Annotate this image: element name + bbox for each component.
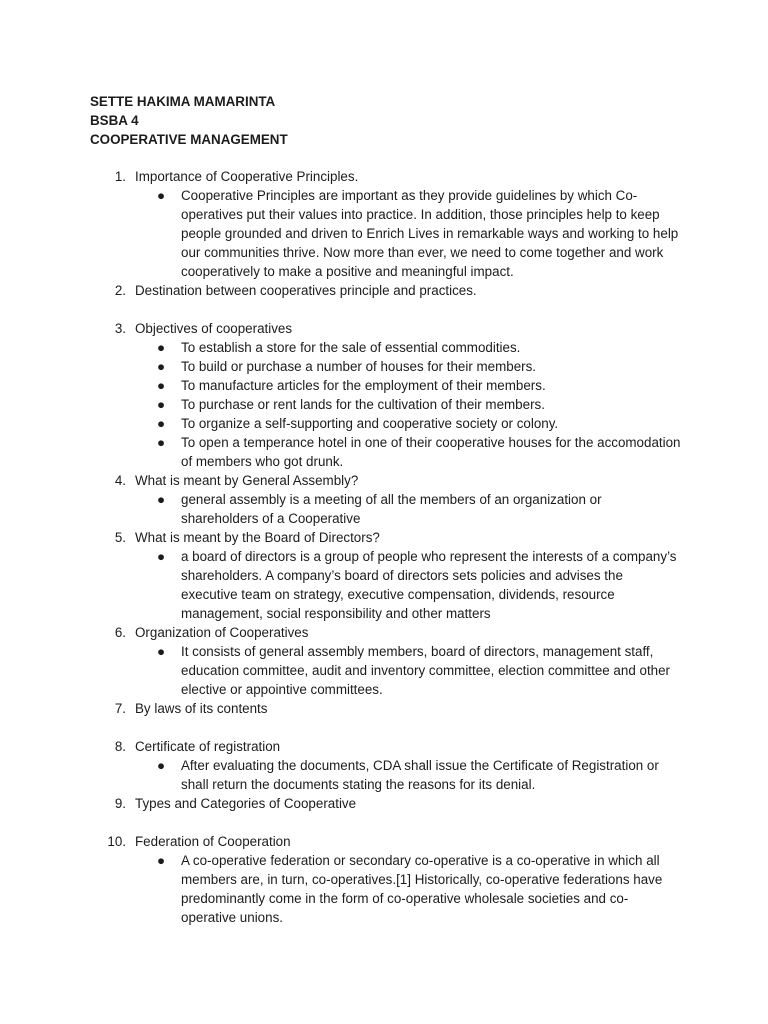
bullet-list [0,756,768,794]
bullet-dot-icon: ● [157,549,166,564]
list-item-number: 9. [114,796,126,811]
subject-line: COOPERATIVE MANAGEMENT [90,132,288,147]
bullet-text: A co-operative federation or secondary co-operative is a co-operative in which all members are, in turn, co-operatives.[1] Historically, co-operative federations have predominantly come in the form of co-operative wholesale societies and co-operative unions. [181,853,663,925]
list-item-title: What is meant by the Board of Directors? [135,530,380,545]
list-item-number: 7. [114,701,126,716]
list-item-number: 1. [114,169,126,184]
list-item [0,699,768,718]
list-item-title: Certificate of registration [135,739,281,754]
list-item-number: 10. [107,834,126,849]
bullet-text: To build or purchase a number of houses for their members. [181,359,537,374]
bullet-text: After evaluating the documents, CDA shall issue the Certificate of Registration or shall return the documents stating the reasons for its denial. [181,758,659,792]
bullet-item [157,851,681,927]
bullet-list [0,851,768,927]
bullet-dot-icon: ● [157,492,166,507]
list-item-number: 4. [114,473,126,488]
blank-line [0,813,768,832]
bullet-item [157,547,681,623]
list-item-title: What is meant by General Assembly? [135,473,359,488]
list-item [0,794,768,813]
bullet-item [157,376,681,395]
bullet-dot-icon: ● [157,359,166,374]
list-item-title: Importance of Cooperative Principles. [135,169,359,184]
bullet-item [157,357,681,376]
list-item [0,167,768,281]
bullet-dot-icon: ● [157,644,166,659]
list-item-title: By laws of its contents [135,701,268,716]
bullet-item [157,338,681,357]
bullet-item [157,756,681,794]
bullet-text: To manufacture articles for the employment of their members. [181,378,546,393]
bullet-text: general assembly is a meeting of all the members of an organization or shareholders of a Cooperative [181,492,602,526]
list-item [0,528,768,623]
list-item-number: 8. [114,739,126,754]
bullet-dot-icon: ● [157,853,166,868]
document-header [90,92,288,149]
bullet-text: To organize a self-supporting and cooperative society or colony. [181,416,559,431]
bullet-item [157,395,681,414]
list-item [0,832,768,927]
bullet-dot-icon: ● [157,416,166,431]
bullet-text: To open a temperance hotel in one of their cooperative houses for the accomodation of members who got drunk. [181,435,681,469]
list-item-number: 6. [114,625,126,640]
bullet-text: To establish a store for the sale of essential commodities. [181,340,521,355]
bullet-dot-icon: ● [157,188,166,203]
list-item-number: 2. [114,283,126,298]
numbered-list [0,167,768,927]
blank-line [0,718,768,737]
bullet-dot-icon: ● [157,435,166,450]
bullet-list [0,490,768,528]
list-item-title: Organization of Cooperatives [135,625,309,640]
course-line: BSBA 4 [90,113,139,128]
bullet-item [157,433,681,471]
bullet-list [0,547,768,623]
bullet-text: a board of directors is a group of people who represent the interests of a company’s shareholders. A company’s board of directors sets policies and advises the executive team on strategy, executive compensation, dividends, resource management, social responsibility and other matters [181,549,677,621]
bullet-text: Cooperative Principles are important as they provide guidelines by which Co-operatives put their values into practice. In addition, those principles help to keep people grounded and driven to Enrich Lives in remarkable ways and working to help our communities thrive. Now more than ever, we need to come together and work cooperatively to make a positive and meaningful impact. [181,188,679,279]
bullet-list [0,642,768,699]
list-item-number: 5. [114,530,126,545]
list-item-title: Destination between cooperatives principle and practices. [135,283,477,298]
list-item [0,623,768,699]
bullet-dot-icon: ● [157,378,166,393]
list-item-title: Federation of Cooperation [135,834,291,849]
bullet-dot-icon: ● [157,758,166,773]
list-item [0,281,768,300]
bullet-item [157,414,681,433]
blank-line [0,300,768,319]
list-item [0,737,768,794]
bullet-dot-icon: ● [157,397,166,412]
bullet-dot-icon: ● [157,340,166,355]
student-name: SETTE HAKIMA MAMARINTA [90,94,276,109]
bullet-item [157,186,681,281]
list-item [0,471,768,528]
list-item-title: Objectives of cooperatives [135,321,293,336]
bullet-list [0,338,768,471]
bullet-text: To purchase or rent lands for the cultivation of their members. [181,397,545,412]
bullet-item [157,490,681,528]
list-item-number: 3. [114,321,126,336]
list-item [0,319,768,471]
bullet-list [0,186,768,281]
bullet-text: It consists of general assembly members, board of directors, management staff, education committee, audit and inventory committee, election committee and other elective or appointive committees. [181,644,671,697]
bullet-item [157,642,681,699]
list-item-title: Types and Categories of Cooperative [135,796,357,811]
